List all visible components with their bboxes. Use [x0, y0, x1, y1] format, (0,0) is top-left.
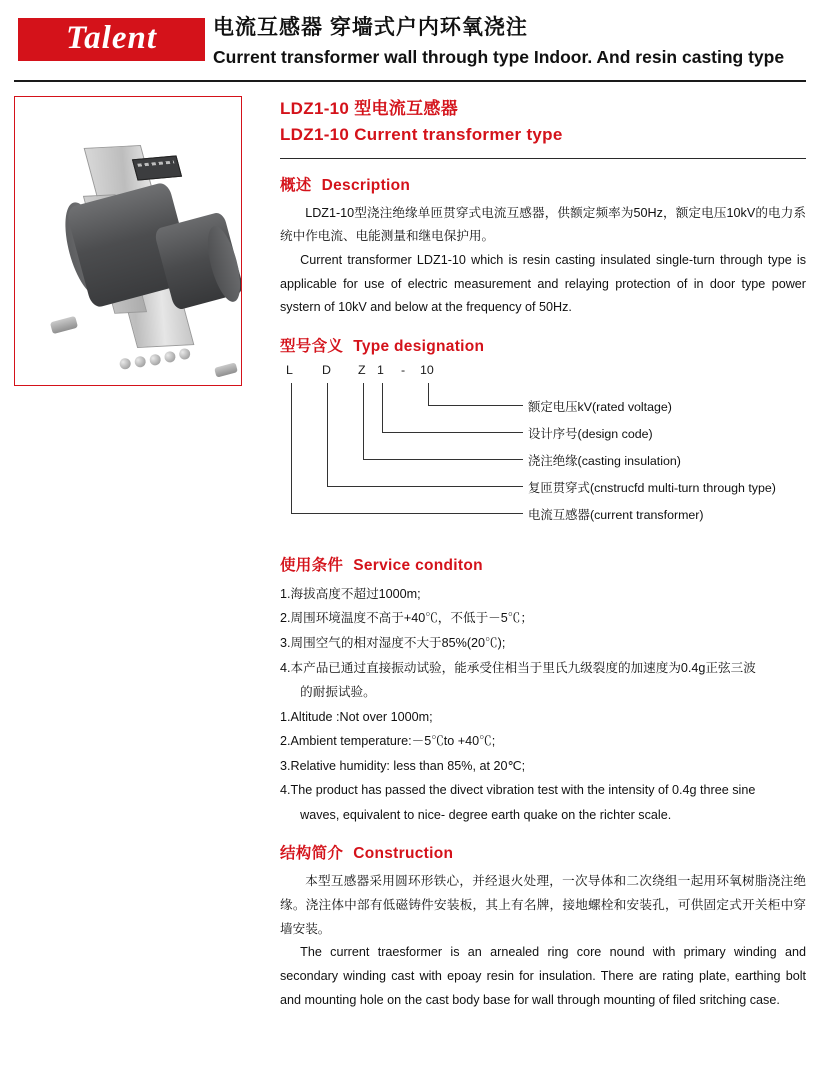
service-item-en-1: 1.Altitude :Not over 1000m;	[280, 709, 433, 724]
section-heading-description	[280, 173, 806, 195]
brand-logo: Talent	[18, 18, 205, 61]
section-heading-service-condition	[280, 553, 806, 575]
service-item-en-2: 2.Ambient temperature:－5℃to +40℃;	[280, 734, 496, 749]
leader-hline-current-transformer	[291, 513, 523, 514]
service-item-en-4-continued-text: waves, equivalent to nice- degree earth quake on the richter scale.	[300, 807, 672, 822]
type-label-through-type: 复匝贯穿式(cnstrucfd multi-turn through type)	[528, 480, 776, 495]
service-item-cn-4-continued-text: 的耐振试验。	[300, 685, 376, 700]
content-column	[246, 96, 806, 1023]
service-item-cn-4: 4.本产品已通过直接振动试验，能承受住相当于里氏九级裂度的加速度为0.4g正弦三波	[280, 660, 756, 675]
leader-hline-design-code	[382, 432, 523, 433]
construction-paragraph-cn: 本型互感器采用圆环形铁心，并经退火处理，一次导体和二次绕组一起用环氧树脂浇注绝缘。浇注体中部有低磁铸件安装板，其上有名牌，接地螺栓和安装孔，可供固定式开关柜中穿墙安装。	[280, 874, 806, 936]
service-item-en-3: 3.Relative humidity: less than 85%, at 20℃;	[280, 758, 526, 773]
type-label-current-transformer: 电流互感器(current transformer)	[528, 507, 704, 522]
service-heading-en: Service conditon	[353, 556, 483, 574]
construction-heading-cn: 结构简介	[280, 845, 344, 863]
leader-vline-through-type	[327, 383, 328, 486]
model-title-en: LDZ1-10 Current transformer type	[280, 125, 563, 145]
terminal-right-icon	[214, 362, 238, 377]
type-code-z: Z	[358, 362, 366, 377]
service-item-cn-4-continued	[280, 680, 806, 705]
type-designation-heading-en: Type designation	[353, 337, 485, 355]
rating-plate-icon	[132, 155, 182, 180]
service-item-cn-3: 3.周围空气的相对湿度不大于85%(20℃);	[280, 635, 506, 650]
terminal-left-icon	[50, 316, 78, 334]
product-image-column	[14, 96, 246, 1023]
service-item-cn-2: 2.周围环境温度不高于+40℃，不低于－5℃；	[280, 611, 533, 626]
logo-container	[0, 12, 205, 61]
type-code-dash: -	[401, 362, 406, 377]
service-item-en-4-continued	[280, 803, 806, 828]
current-transformer-illustration	[15, 97, 241, 385]
type-code-10: 10	[420, 362, 434, 377]
header-title-cn: 电流互感器 穿墙式户内环氧浇注	[213, 16, 528, 39]
type-code-l: L	[286, 362, 293, 377]
model-title-cn: LDZ1-10 型电流互感器	[280, 98, 458, 118]
description-heading-cn: 概述	[280, 176, 312, 194]
type-label-casting-insulation: 浇注绝缘(casting insulation)	[528, 453, 681, 468]
type-label-design-code: 设计序号(design code)	[528, 426, 653, 441]
leader-vline-current-transformer	[291, 383, 292, 513]
header-title-block	[205, 12, 784, 70]
model-divider	[280, 158, 806, 159]
description-paragraph-en: Current transformer LDZ1-10 which is resin casting insulated single-turn through type is applicable for use of electric measurement and relaying protection of in door type power systern of 10kV and below at the frequency of 50Hz.	[280, 252, 806, 315]
leader-vline-casting-insulation	[363, 383, 364, 459]
bottom-spacer	[280, 1012, 806, 1022]
construction-paragraph-en: The current traesformer is an arnealed ring core nound with primary winding and secondary winding cast with epoay resin for insulation. There are rating plate, earthing bolt and mounting hole on the cast body base for wall through mounting of filed sritching case.	[280, 945, 806, 1007]
section-heading-type-designation	[280, 334, 806, 356]
leader-vline-design-code	[382, 383, 383, 432]
leader-vline-rated-voltage	[428, 383, 429, 405]
page-header	[0, 0, 820, 70]
service-item-cn-1: 1.海拔高度不超过1000m;	[280, 586, 421, 601]
section-heading-construction	[280, 841, 806, 863]
type-designation-heading-cn: 型号含义	[280, 337, 344, 355]
description-paragraph-cn: LDZ1-10型浇注绝缘单匝贯穿式电流互感器，供额定频率为50Hz，额定电压10kV的电力系统中作电流、电能测量和继电保护用。	[280, 205, 806, 244]
description-heading-en: Description	[321, 176, 411, 194]
leader-hline-rated-voltage	[428, 405, 523, 406]
type-designation-diagram	[280, 363, 806, 539]
leader-hline-casting-insulation	[363, 459, 523, 460]
type-code-1: 1	[377, 362, 384, 377]
service-heading-cn: 使用条件	[280, 556, 344, 574]
leader-hline-through-type	[327, 486, 523, 487]
type-label-rated-voltage: 额定电压kV(rated voltage)	[528, 399, 672, 414]
header-title-en: Current transformer wall through type Indoor. And resin casting type	[213, 47, 785, 68]
page-body	[0, 82, 820, 1023]
service-item-en-4: 4.The product has passed the divect vibration test with the intensity of 0.4g three sine	[280, 783, 756, 798]
construction-heading-en: Construction	[353, 845, 454, 863]
type-code-d: D	[322, 362, 331, 377]
product-photo-frame	[14, 96, 242, 386]
